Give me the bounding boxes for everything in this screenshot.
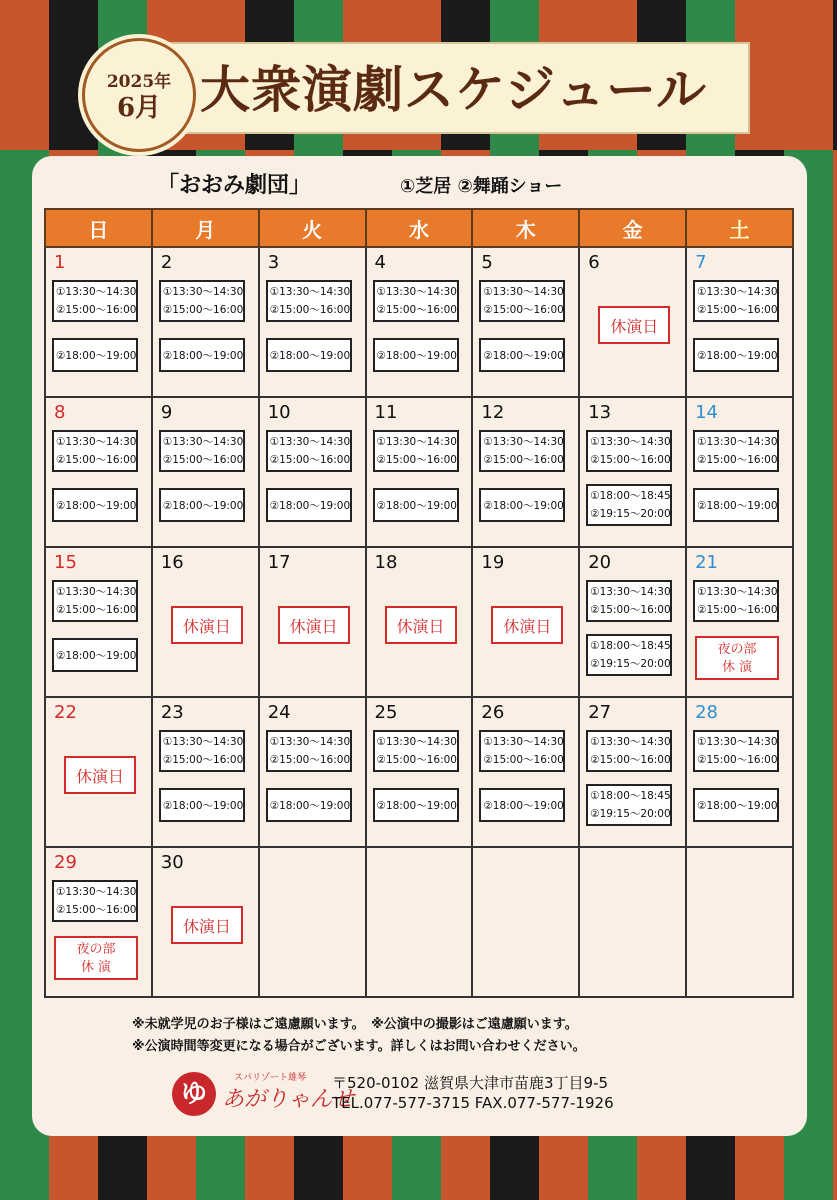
evening-slots: [373, 338, 459, 372]
time-slot: ②15:00～16:00: [162, 754, 244, 766]
day-number: 10: [267, 402, 291, 423]
afternoon-slots: [693, 280, 779, 322]
evening-slots: [693, 338, 779, 372]
evening-slots: [52, 338, 138, 372]
evening-slots: [693, 788, 779, 822]
time-slot: ①13:30～14:30: [56, 286, 137, 298]
time-slot: ①13:30～14:30: [269, 736, 351, 748]
time-slot: ②15:00～16:00: [376, 454, 457, 466]
weekday-sun: 日: [45, 209, 152, 247]
calendar-day-cell: [579, 547, 686, 697]
time-slot: ②15:00～16:00: [56, 304, 137, 316]
calendar-day-cell: [686, 847, 793, 997]
time-slot: ②18:00～19:00: [269, 350, 351, 362]
day-number: 20: [588, 552, 612, 573]
calendar-week-row: [45, 547, 793, 697]
evening-slots: [373, 788, 459, 822]
evening-slots: [159, 788, 245, 822]
time-slot: ①13:30～14:30: [697, 286, 778, 298]
weekday-wed: 水: [366, 209, 473, 247]
calendar-day-cell: [366, 547, 473, 697]
closed-day-badge: 休演日: [385, 606, 457, 644]
evening-slots: [266, 338, 352, 372]
time-slot: ②15:00～16:00: [56, 904, 137, 916]
page-title: 大衆演劇スケジュール: [200, 60, 707, 119]
venue-logo-subtitle: スパリゾート雄琴: [234, 1073, 307, 1083]
night-closed-badge: [54, 936, 138, 980]
time-slot: ①13:30～14:30: [162, 436, 244, 448]
time-slot: ②15:00～16:00: [697, 304, 778, 316]
badge-month: 6月: [116, 92, 162, 123]
calendar-body: [45, 247, 793, 997]
month-badge: [82, 38, 196, 152]
afternoon-slots: [266, 430, 352, 472]
calendar-day-cell: [259, 697, 366, 847]
afternoon-slots: [52, 880, 138, 922]
day-number: 25: [374, 702, 398, 723]
time-slot: ②19:15～20:00: [590, 508, 671, 520]
evening-slots: [52, 638, 138, 672]
afternoon-slots: [586, 430, 672, 472]
time-slot: ①13:30～14:30: [483, 286, 564, 298]
day-number: 22: [54, 702, 77, 723]
afternoon-slots: [52, 580, 138, 622]
calendar-day-cell: [579, 697, 686, 847]
time-slot: ②15:00～16:00: [269, 754, 351, 766]
calendar-day-cell: [259, 847, 366, 997]
time-slot: ②18:00～19:00: [376, 800, 457, 812]
night-closed-badge: [695, 636, 779, 680]
afternoon-slots: [52, 280, 138, 322]
evening-slots: [586, 484, 672, 526]
time-slot: ②18:00～19:00: [56, 350, 137, 362]
time-slot: ①18:00～18:45: [590, 790, 671, 802]
calendar-day-cell: [472, 247, 579, 397]
calendar-day-cell: [45, 547, 152, 697]
time-slot: ②18:00～19:00: [483, 350, 564, 362]
time-slot: ②15:00～16:00: [56, 454, 137, 466]
calendar-day-cell: [686, 547, 793, 697]
closed-day-badge: 休演日: [278, 606, 350, 644]
time-slot: ②15:00～16:00: [483, 754, 564, 766]
calendar-day-cell: [366, 397, 473, 547]
time-slot: ①13:30～14:30: [56, 886, 137, 898]
day-number: 8: [54, 402, 66, 423]
afternoon-slots: [266, 730, 352, 772]
program-legend: ①芝居 ②舞踊ショー: [400, 176, 563, 197]
time-slot: ②15:00～16:00: [697, 454, 778, 466]
afternoon-slots: [586, 730, 672, 772]
time-slot: ①18:00～18:45: [590, 640, 671, 652]
time-slot: ②18:00～19:00: [269, 500, 351, 512]
evening-slots: [479, 788, 565, 822]
evening-slots: [586, 634, 672, 676]
evening-slots: [479, 488, 565, 522]
calendar-day-cell: [579, 847, 686, 997]
day-number: 27: [588, 702, 612, 723]
time-slot: ①13:30～14:30: [376, 736, 457, 748]
afternoon-slots: [693, 430, 779, 472]
calendar-day-cell: [472, 397, 579, 547]
time-slot: ②18:00～19:00: [697, 350, 778, 362]
evening-slots: [159, 338, 245, 372]
time-slot: ①18:00～18:45: [590, 490, 671, 502]
time-slot: ②18:00～19:00: [269, 800, 351, 812]
venue-logo-name: あがりゃんせ: [222, 1087, 355, 1112]
calendar-week-row: [45, 847, 793, 997]
calendar-week-row: [45, 697, 793, 847]
time-slot: ②18:00～19:00: [697, 500, 778, 512]
evening-slots: [693, 488, 779, 522]
evening-slots: [586, 784, 672, 826]
title-banner: [140, 42, 750, 134]
time-slot: ②15:00～16:00: [697, 754, 778, 766]
day-number: 2: [160, 252, 173, 273]
time-slot: ①13:30～14:30: [269, 286, 351, 298]
weekday-sat: 土: [686, 209, 793, 247]
venue-contact: TEL.077-577-3715 FAX.077-577-1926: [332, 1094, 614, 1112]
calendar-day-cell: [366, 697, 473, 847]
day-number: 14: [695, 402, 718, 423]
time-slot: ②18:00～19:00: [162, 350, 244, 362]
day-number: 7: [695, 252, 707, 273]
calendar-day-cell: [152, 847, 259, 997]
time-slot: ②15:00～16:00: [590, 754, 671, 766]
day-number: 12: [481, 402, 505, 423]
calendar-day-cell: [45, 847, 152, 997]
afternoon-slots: [586, 580, 672, 622]
calendar-day-cell: [45, 397, 152, 547]
closed-day-badge: 休演日: [171, 906, 243, 944]
time-slot: ②15:00～16:00: [269, 454, 351, 466]
time-slot: ①13:30～14:30: [56, 436, 137, 448]
time-slot: ②18:00～19:00: [376, 350, 457, 362]
time-slot: ①13:30～14:30: [697, 436, 778, 448]
time-slot: ②15:00～16:00: [269, 304, 351, 316]
notes: [132, 1014, 586, 1058]
day-number: 3: [267, 252, 280, 273]
calendar-day-cell: [366, 247, 473, 397]
closed-day-badge: 休演日: [64, 756, 136, 794]
time-slot: ②15:00～16:00: [376, 304, 457, 316]
time-slot: ①13:30～14:30: [590, 586, 671, 598]
night-closed-line: 夜の部: [717, 642, 757, 657]
day-number: 4: [374, 252, 386, 273]
day-number: 13: [588, 402, 612, 423]
time-slot: ②15:00～16:00: [483, 304, 564, 316]
time-slot: ①13:30～14:30: [590, 736, 671, 748]
day-number: 16: [160, 552, 184, 573]
calendar-day-cell: [472, 697, 579, 847]
time-slot: ②15:00～16:00: [697, 604, 778, 616]
calendar-day-cell: [152, 697, 259, 847]
time-slot: ①13:30～14:30: [56, 586, 137, 598]
calendar-day-cell: [259, 397, 366, 547]
calendar-day-cell: [45, 697, 152, 847]
day-number: 26: [481, 702, 505, 723]
calendar-day-cell: [259, 547, 366, 697]
afternoon-slots: [479, 430, 565, 472]
afternoon-slots: [159, 430, 245, 472]
closed-day-badge: 休演日: [491, 606, 563, 644]
day-number: 6: [588, 252, 600, 273]
time-slot: ②18:00～19:00: [697, 800, 778, 812]
calendar-week-row: [45, 247, 793, 397]
time-slot: ②18:00～19:00: [483, 500, 564, 512]
time-slot: ②15:00～16:00: [590, 454, 671, 466]
day-number: 11: [374, 402, 398, 423]
afternoon-slots: [373, 280, 459, 322]
day-number: 29: [54, 852, 77, 873]
time-slot: ①13:30～14:30: [162, 286, 244, 298]
calendar-day-cell: [259, 247, 366, 397]
calendar-day-cell: [152, 397, 259, 547]
stripe-band-bottom: [0, 1130, 837, 1200]
evening-slots: [479, 338, 565, 372]
afternoon-slots: [479, 280, 565, 322]
day-number: 19: [481, 552, 505, 573]
day-number: 1: [54, 252, 66, 273]
time-slot: ②15:00～16:00: [162, 304, 244, 316]
evening-slots: [266, 788, 352, 822]
weekday-tue: 火: [259, 209, 366, 247]
time-slot: ②15:00～16:00: [590, 604, 671, 616]
calendar-day-cell: [45, 247, 152, 397]
calendar-day-cell: [472, 847, 579, 997]
time-slot: ②18:00～19:00: [162, 800, 244, 812]
day-number: 18: [374, 552, 398, 573]
closed-day-badge: 休演日: [598, 306, 670, 344]
calendar-day-cell: [579, 247, 686, 397]
weekday-thu: 木: [472, 209, 579, 247]
time-slot: ①13:30～14:30: [590, 436, 671, 448]
calendar-day-cell: [686, 397, 793, 547]
time-slot: ①13:30～14:30: [376, 436, 457, 448]
badge-year: 2025年: [106, 71, 172, 92]
evening-slots: [52, 488, 138, 522]
time-slot: ②18:00～19:00: [56, 650, 137, 662]
troupe-name: 「おおみ劇団」: [157, 173, 312, 198]
afternoon-slots: [693, 730, 779, 772]
calendar-day-cell: [152, 247, 259, 397]
night-closed-line: 夜の部: [76, 942, 116, 957]
calendar-grid: [44, 208, 794, 998]
afternoon-slots: [373, 430, 459, 472]
time-slot: ②15:00～16:00: [376, 754, 457, 766]
closed-day-badge: 休演日: [171, 606, 243, 644]
time-slot: ②18:00～19:00: [162, 500, 244, 512]
time-slot: ①13:30～14:30: [162, 736, 244, 748]
time-slot: ②19:15～20:00: [590, 658, 671, 670]
calendar-day-cell: [686, 247, 793, 397]
schedule-panel: [32, 156, 807, 1136]
venue-logo-icon: ゆ: [172, 1072, 216, 1116]
calendar-week-row: [45, 397, 793, 547]
calendar-day-cell: [472, 547, 579, 697]
time-slot: ①13:30～14:30: [697, 586, 778, 598]
afternoon-slots: [693, 580, 779, 622]
night-closed-line: 休 演: [721, 660, 753, 675]
day-number: 17: [267, 552, 291, 573]
day-number: 9: [160, 402, 173, 423]
time-slot: ②18:00～19:00: [56, 500, 137, 512]
afternoon-slots: [479, 730, 565, 772]
afternoon-slots: [266, 280, 352, 322]
note-line: ※未就学児のお子様はご遠慮願います。 ※公演中の撮影はご遠慮願います。: [132, 1017, 578, 1032]
day-number: 23: [160, 702, 184, 723]
day-number: 28: [695, 702, 718, 723]
time-slot: ②15:00～16:00: [162, 454, 244, 466]
night-closed-line: 休 演: [80, 960, 112, 975]
time-slot: ②19:15～20:00: [590, 808, 671, 820]
time-slot: ②18:00～19:00: [483, 800, 564, 812]
calendar-day-cell: [579, 397, 686, 547]
evening-slots: [159, 488, 245, 522]
time-slot: ①13:30～14:30: [697, 736, 778, 748]
calendar-day-cell: [366, 847, 473, 997]
afternoon-slots: [373, 730, 459, 772]
day-number: 5: [481, 252, 493, 273]
time-slot: ①13:30～14:30: [376, 286, 457, 298]
day-number: 15: [54, 552, 77, 573]
weekday-mon: 月: [152, 209, 259, 247]
time-slot: ②15:00～16:00: [483, 454, 564, 466]
weekday-fri: 金: [579, 209, 686, 247]
afternoon-slots: [159, 280, 245, 322]
day-number: 21: [695, 552, 718, 573]
weekday-header-row: [45, 209, 793, 247]
venue-footer: [172, 1068, 732, 1120]
calendar-day-cell: [152, 547, 259, 697]
time-slot: ②18:00～19:00: [376, 500, 457, 512]
evening-slots: [266, 488, 352, 522]
venue-address: 〒520-0102 滋賀県大津市苗鹿3丁目9-5: [332, 1074, 609, 1092]
time-slot: ①13:30～14:30: [483, 736, 564, 748]
note-line: ※公演時間等変更になる場合がございます。詳しくはお問い合わせください。: [132, 1039, 586, 1054]
day-number: 30: [160, 852, 184, 873]
evening-slots: [373, 488, 459, 522]
time-slot: ①13:30～14:30: [269, 436, 351, 448]
afternoon-slots: [52, 430, 138, 472]
time-slot: ②15:00～16:00: [56, 604, 137, 616]
time-slot: ①13:30～14:30: [483, 436, 564, 448]
day-number: 24: [267, 702, 291, 723]
calendar-day-cell: [686, 697, 793, 847]
afternoon-slots: [159, 730, 245, 772]
